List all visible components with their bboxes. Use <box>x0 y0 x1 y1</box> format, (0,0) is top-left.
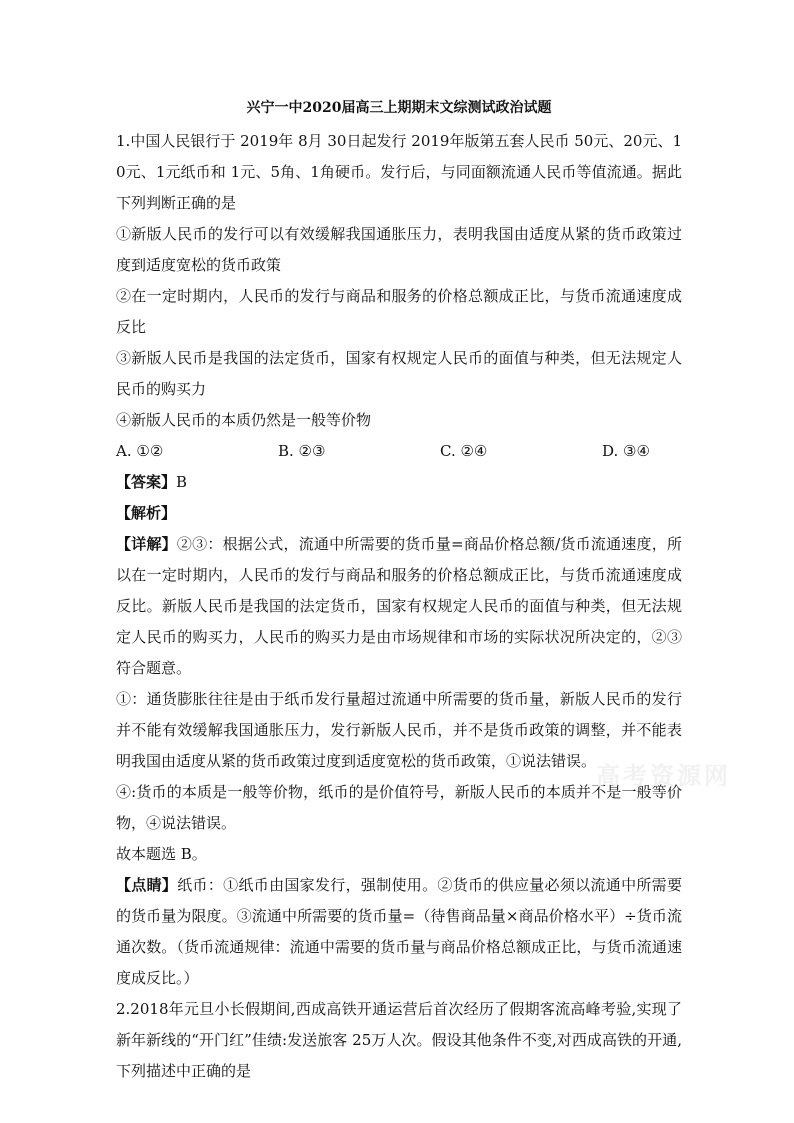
answer-tag: 【答案】 <box>116 473 177 491</box>
document-title: 兴宁一中2020届高三上期期末文综测试政治试题 <box>246 100 552 116</box>
tip-text: 纸币：①纸币由国家发行，强制使用。②货币的供应量必须以流通中所需要的货币量为限度。③流通中所需要的货币量=（待售商品量×商品价格水平）÷货币流通次数。（货币流通规律：流通中需要的货币量与商品价格总额成正比，与货币流通速度成反比。） <box>116 876 682 987</box>
q1-answer <box>116 467 682 498</box>
q1-item-4: ④新版人民币的本质仍然是一般等价物 <box>116 411 372 429</box>
document-page <box>116 96 682 1087</box>
analysis-tag: 【解析】 <box>116 504 177 522</box>
q1-tip <box>116 870 682 994</box>
q1-item-3: ③新版人民币是我国的法定货币，国家有权规定人民币的面值与种类，但无法规定人民币的购买力 <box>116 349 682 398</box>
q1-detail-1 <box>116 529 682 684</box>
q1-stem: 1.中国人民银行于 2019年 8月 30日起发行 2019年版第五套人民币 50元、20元、10元、1元纸币和 1元、5角、1角硬币。发行后，与同面额流通人民币等值流通。据此下列判断正确的是 <box>116 132 682 212</box>
q1-conclusion: 故本题选 B。 <box>116 845 207 863</box>
q1-item-1: ①新版人民币的发行可以有效缓解我国通胀压力，表明我国由适度从紧的货币政策过度到适度宽松的货币政策 <box>116 225 682 274</box>
answer-value: B <box>176 473 188 491</box>
detail-tag: 【详解】 <box>116 535 177 553</box>
q1-analysis <box>116 498 682 529</box>
q1-options <box>116 436 682 467</box>
q2-stem: 2.2018年元旦小长假期间,西成高铁开通运营后首次经历了假期客流高峰考验,实现了新年新线的“开门红”佳绩:发送旅客 25万人次。假设其他条件不变,对西成高铁的开通,下列描述中正确的是 <box>116 1000 682 1080</box>
q1-option-b: B. ②③ <box>278 442 326 460</box>
q1-option-a: A. ①② <box>116 442 164 460</box>
q1-detail-2: ①：通货膨胀往往是由于纸币发行量超过流通中所需要的货币量，新版人民币的发行并不能有效缓解我国通胀压力，发行新版人民币，并不是货币政策的调整，并不能表明我国由适度从紧的货币政策过度到适度宽松的货币政策，①说法错误。 <box>116 690 682 770</box>
tip-tag: 【点睛】 <box>116 876 178 894</box>
q1-detail-3: ④:货币的本质是一般等价物，纸币的是价值符号，新版人民币的本质并不是一般等价物，④说法错误。 <box>116 783 682 832</box>
watermark-logo: 高考资源网 <box>596 762 731 790</box>
q1-item-2: ②在一定时期内，人民币的发行与商品和服务的价格总额成正比，与货币流通速度成反比 <box>116 287 682 336</box>
q1-option-d: D. ③④ <box>602 442 650 460</box>
q1-option-c: C. ②④ <box>440 442 488 460</box>
detail-text-1: ②③：根据公式，流通中所需要的货币量=商品价格总额/货币流通速度，所以在一定时期内，人民币的发行与商品和服务的价格总额成正比，与货币流通速度成反比。新版人民币是我国的法定货币，国家有权规定人民币的面值与种类，但无法规定人民币的购买力，人民币的购买力是由市场规律和市场的实际状况所决定的，②③符合题意。 <box>116 535 682 677</box>
